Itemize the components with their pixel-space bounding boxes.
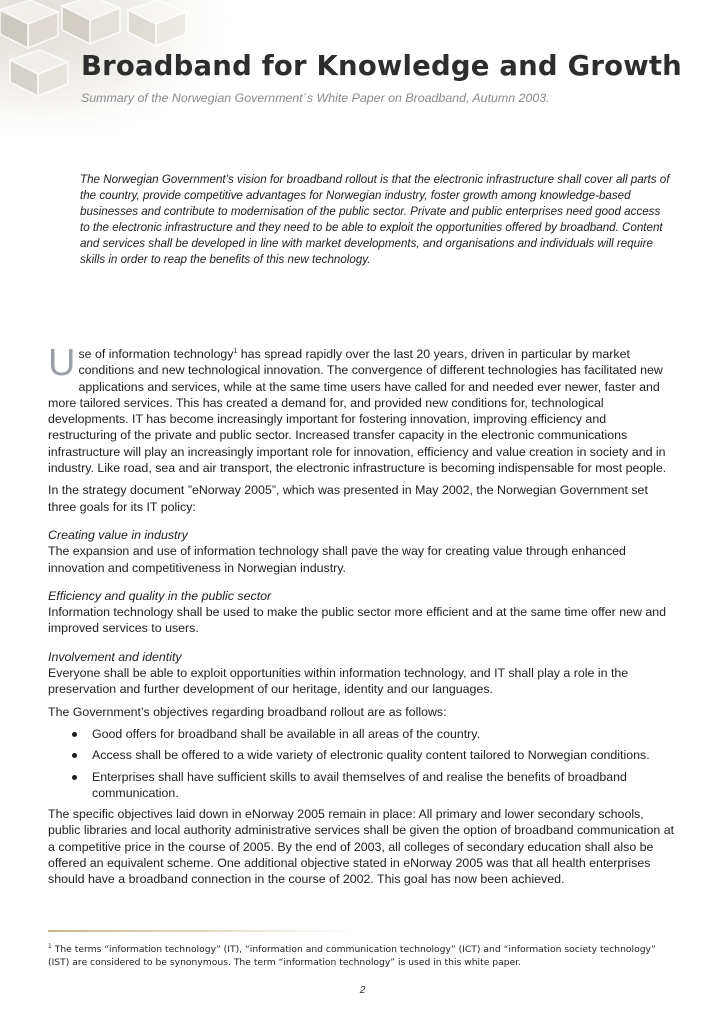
- goal-text: Information technology shall be used to make the public sector more efficient and at the same time offer new and improved services to users.: [48, 605, 667, 636]
- objectives-list: [48, 726, 675, 801]
- drop-cap: U: [48, 342, 76, 384]
- paragraph-lead: se of information technology: [78, 347, 234, 361]
- paragraph-text: has spread rapidly over the last 20 years, driven in particular by market conditions and new technological innovation. The convergence of different technologies has facilitated new applications and services, while at the same time users have called for and needed ever newer, faster and more tailored services. This has created a demand for, and provided new conditions for, technological developments. IT has become increasingly important for fostering innovation, improving efficiency and restructuring of the private and public sector. Increased transfer capacity in the electronic communications infrastructure will play an increasingly important role for innovation, efficiency and value creation in society and in industry. Like road, sea and air transport, the electronic infrastructure is becoming indispensable for most people.: [48, 347, 667, 476]
- goal-heading: Involvement and identity: [48, 649, 182, 664]
- list-item: Access shall be offered to a wide variety of electronic quality content tailored to Norwegian conditions.: [92, 747, 675, 763]
- objectives-intro: The Government’s objectives regarding broadband rollout are as follows:: [48, 704, 447, 719]
- footnote-text: The terms “information technology” (IT), “information and communication technology” (ICT) and “information society technology” (IST) are considered to be synonymous. The term “information technology” is used in this white paper.: [48, 944, 656, 968]
- document-subtitle: Summary of the Norwegian Government´s White Paper on Broadband, Autumn 2003.: [81, 91, 550, 105]
- closing-paragraph: The specific objectives laid down in eNorway 2005 remain in place: All primary and lower secondary schools, public libraries and local authority administrative services shall be given the option of broadband communication at a competitive price in the course of 2005. By the end of 2003, all colleges of secondary education shall also be offered an equivalent scheme. One additional objective stated in eNorway 2005 was that all health enterprises should have a broadband connection in the course of 2002. This goal has now been achieved.: [48, 807, 675, 887]
- footnote-marker: 1: [48, 942, 52, 950]
- goal-block: [48, 588, 675, 637]
- goal-text: The expansion and use of information technology shall pave the way for creating value through enhanced innovation and competitiveness in Norwegian industry.: [48, 544, 626, 575]
- goal-heading: Efficiency and quality in the public sector: [48, 588, 272, 603]
- list-item: Enterprises shall have sufficient skills to avail themselves of and realise the benefits of broadband communication.: [92, 769, 675, 802]
- goal-heading: Creating value in industry: [48, 527, 188, 542]
- goal-text: Everyone shall be able to exploit opportunities within information technology, and IT shall play a role in the preservation and further development of our heritage, identity and our languages.: [48, 666, 629, 697]
- main-body: [48, 342, 675, 894]
- footnote-divider: [48, 930, 358, 932]
- body-paragraph-1: [48, 342, 675, 476]
- list-item: Good offers for broadband shall be available in all areas of the country.: [92, 726, 675, 742]
- intro-paragraph: The Norwegian Government’s vision for broadband rollout is that the electronic infrastructure shall cover all parts of the country, provide competitive advantages for Norwegian industry, foster growth among knowledge-based businesses and contribute to modernisation of the public sector. Private and public enterprises need good access to the electronic infrastructure and they need to be able to exploit the opportunities offered by broadband. Content and services shall be developed in line with market developments, and organisations and individuals will require skills in order to reap the benefits of this new technology.: [80, 173, 670, 266]
- footnote-reference: 1: [233, 347, 238, 355]
- goal-block: [48, 527, 675, 576]
- page-number: 2: [359, 985, 366, 996]
- body-paragraph-2: In the strategy document ”eNorway 2005”, which was presented in May 2002, the Norwegian Government set three goals for its IT policy:: [48, 483, 648, 514]
- document-title: Broadband for Knowledge and Growth: [81, 50, 682, 82]
- footnote: [48, 943, 678, 969]
- goal-block: [48, 649, 675, 698]
